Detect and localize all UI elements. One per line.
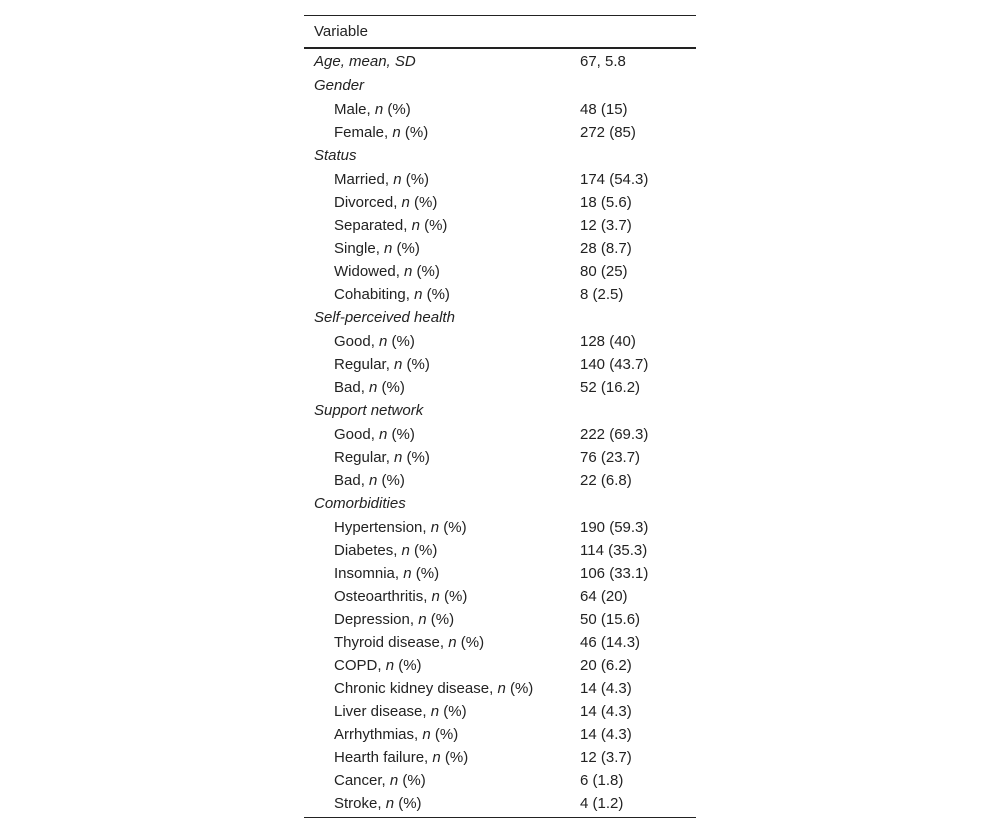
row-label-text: Thyroid disease <box>334 634 440 651</box>
table-row <box>304 330 696 353</box>
row-label <box>304 492 580 516</box>
percent-suffix: (%) <box>394 795 422 812</box>
row-label-text: Hypertension <box>334 519 423 536</box>
n-symbol: n <box>385 657 395 674</box>
row-label: Regular, n (%) <box>334 449 430 466</box>
table-row <box>304 608 696 631</box>
percent-suffix: (%) <box>387 426 415 443</box>
n-symbol: n <box>379 333 388 350</box>
table-row <box>304 677 696 700</box>
row-value: 67, 5.8 <box>580 53 626 70</box>
row-label-text: Divorced <box>334 194 394 211</box>
n-symbol: n <box>394 449 403 466</box>
row-label: Cancer, n (%) <box>334 772 426 789</box>
row-label: Male, n (%) <box>334 101 411 118</box>
row-label-text: Hearth failure <box>334 749 425 766</box>
row-label-text: Male <box>334 101 367 118</box>
row-label-text: Gender <box>314 77 365 94</box>
row-label: Chronic kidney disease, n (%) <box>334 680 534 697</box>
row-value: 14 (4.3) <box>580 726 632 743</box>
row-value: 272 (85) <box>580 124 636 141</box>
percent-suffix: (%) <box>387 333 415 350</box>
row-value: 46 (14.3) <box>580 634 641 651</box>
row-value: 222 (69.3) <box>580 426 649 443</box>
row-label-text: Regular <box>334 356 386 373</box>
table-row <box>304 539 696 562</box>
percent-suffix: (%) <box>440 749 469 766</box>
row-value <box>580 492 696 516</box>
row-value: 12 (3.7) <box>580 217 632 234</box>
row-label: Separated, n (%) <box>334 217 448 234</box>
n-symbol: n <box>403 565 412 582</box>
row-label-text: Bad <box>334 379 361 396</box>
table-row <box>304 376 696 399</box>
row-label-text: Cohabiting <box>334 286 406 303</box>
row-label: Arrhythmias, n (%) <box>334 726 459 743</box>
row-label-text: Liver disease <box>334 703 423 720</box>
row-label: COPD, n (%) <box>334 657 422 674</box>
row-label-text: Chronic kidney disease <box>334 680 490 697</box>
row-label: Single, n (%) <box>334 240 420 257</box>
n-symbol: n <box>369 472 378 489</box>
percent-suffix: (%) <box>402 449 430 466</box>
percent-suffix: (%) <box>400 124 429 141</box>
n-symbol: n <box>379 426 388 443</box>
row-value <box>580 74 696 98</box>
row-value <box>580 144 696 168</box>
row-value: 20 (6.2) <box>580 657 632 674</box>
row-label: Hypertension, n (%) <box>334 519 467 536</box>
table-row <box>304 237 696 260</box>
row-label-text: Osteoarthritis <box>334 588 424 605</box>
n-symbol: n <box>432 749 441 766</box>
percent-suffix: (%) <box>411 565 440 582</box>
row-label: Thyroid disease, n (%) <box>334 634 485 651</box>
row-value: 52 (16.2) <box>580 379 641 396</box>
table-category-row <box>304 306 696 330</box>
percent-suffix: (%) <box>439 519 467 536</box>
table-row <box>304 585 696 608</box>
row-label: Cohabiting, n (%) <box>334 286 450 303</box>
row-label-text: COPD <box>334 657 378 674</box>
row-label-text: Bad <box>334 472 361 489</box>
row-label <box>304 144 580 168</box>
table-category-row <box>304 399 696 423</box>
row-value: 140 (43.7) <box>580 356 649 373</box>
row-label-text: Diabetes <box>334 542 394 559</box>
n-symbol: n <box>369 379 378 396</box>
row-label-text: Good <box>334 426 371 443</box>
row-label: Insomnia, n (%) <box>334 565 440 582</box>
table-row <box>304 260 696 283</box>
row-label: Osteoarthritis, n (%) <box>334 588 468 605</box>
row-label-text: Single <box>334 240 376 257</box>
n-symbol: n <box>411 217 420 234</box>
table-row <box>304 214 696 237</box>
row-value: 22 (6.8) <box>580 472 632 489</box>
row-label-text: Female <box>334 124 385 141</box>
percent-suffix: (%) <box>394 657 422 674</box>
n-symbol: n <box>385 795 395 812</box>
table-row <box>304 283 696 306</box>
n-symbol: n <box>374 101 384 118</box>
percent-suffix: (%) <box>422 286 450 303</box>
n-symbol: n <box>431 588 440 605</box>
row-value: 128 (40) <box>580 333 636 350</box>
row-label: Hearth failure, n (%) <box>334 749 469 766</box>
row-label <box>304 399 580 423</box>
row-value: 190 (59.3) <box>580 519 649 536</box>
row-label-text: Widowed <box>334 263 396 280</box>
row-label-text: Arrhythmias <box>334 726 415 743</box>
table-row <box>304 723 696 746</box>
row-value <box>580 306 696 330</box>
row-value: 4 (1.2) <box>580 795 624 812</box>
row-label: Bad, n (%) <box>334 472 405 489</box>
row-value: 8 (2.5) <box>580 286 624 303</box>
row-value: 6 (1.8) <box>580 772 624 789</box>
row-label-text: Stroke <box>334 795 378 812</box>
table-row <box>304 654 696 677</box>
row-label: Liver disease, n (%) <box>334 703 467 720</box>
table-row <box>304 168 696 191</box>
table-row <box>304 700 696 723</box>
table-category-row <box>304 74 696 98</box>
row-label-text: Status <box>314 147 357 164</box>
percent-suffix: (%) <box>402 356 430 373</box>
row-label: Divorced, n (%) <box>334 194 438 211</box>
row-label-text: Age, mean, SD <box>314 53 416 70</box>
percent-suffix: (%) <box>412 263 440 280</box>
percent-suffix: (%) <box>426 611 455 628</box>
table-row <box>304 423 696 446</box>
table-bottom-rule <box>304 817 696 818</box>
percent-suffix: (%) <box>430 726 459 743</box>
n-symbol: n <box>401 542 410 559</box>
percent-suffix: (%) <box>377 379 405 396</box>
n-symbol: n <box>389 772 399 789</box>
row-label: Depression, n (%) <box>334 611 455 628</box>
row-label-text: Good <box>334 333 371 350</box>
table-row <box>304 469 696 492</box>
table-row <box>304 191 696 214</box>
percent-suffix: (%) <box>377 472 405 489</box>
row-label <box>304 306 580 330</box>
row-value: 28 (8.7) <box>580 240 632 257</box>
n-symbol: n <box>392 124 401 141</box>
row-label: Bad, n (%) <box>334 379 405 396</box>
column-header-variable: Variable <box>314 23 368 40</box>
table-row <box>304 562 696 585</box>
table-row <box>304 769 696 792</box>
row-label-text: Separated <box>334 217 404 234</box>
row-label: Regular, n (%) <box>334 356 430 373</box>
table-body <box>304 49 696 817</box>
row-label: Married, n (%) <box>334 171 430 188</box>
characteristics-table <box>304 15 696 818</box>
row-value: 12 (3.7) <box>580 749 632 766</box>
n-symbol: n <box>422 726 431 743</box>
percent-suffix: (%) <box>398 772 426 789</box>
table-row <box>304 631 696 654</box>
row-label <box>304 74 580 98</box>
row-label: Female, n (%) <box>334 124 429 141</box>
percent-suffix: (%) <box>456 634 485 651</box>
row-label-text: Regular <box>334 449 386 466</box>
row-label: Widowed, n (%) <box>334 263 440 280</box>
row-value: 48 (15) <box>580 101 628 118</box>
n-symbol: n <box>418 611 427 628</box>
table-category-row <box>304 144 696 168</box>
table-row <box>304 98 696 121</box>
row-label-text: Cancer <box>334 772 382 789</box>
row-value <box>580 399 696 423</box>
table-row <box>304 746 696 769</box>
n-symbol: n <box>404 263 413 280</box>
n-symbol: n <box>414 286 423 303</box>
percent-suffix: (%) <box>409 194 438 211</box>
percent-suffix: (%) <box>392 240 420 257</box>
row-label-text: Married <box>334 171 385 188</box>
n-symbol: n <box>401 194 410 211</box>
n-symbol: n <box>384 240 393 257</box>
percent-suffix: (%) <box>439 703 467 720</box>
row-value: 76 (23.7) <box>580 449 641 466</box>
n-symbol: n <box>430 519 440 536</box>
table-row <box>304 446 696 469</box>
row-label-text: Support network <box>314 402 424 419</box>
percent-suffix: (%) <box>439 588 468 605</box>
row-value: 14 (4.3) <box>580 680 632 697</box>
n-symbol: n <box>393 171 402 188</box>
row-label-text: Insomnia <box>334 565 395 582</box>
n-symbol: n <box>497 680 506 697</box>
row-label-text: Self-perceived health <box>314 309 455 326</box>
table-row <box>304 353 696 376</box>
row-label: Stroke, n (%) <box>334 795 422 812</box>
table-category-row <box>304 50 696 74</box>
table-category-row <box>304 492 696 516</box>
row-value: 14 (4.3) <box>580 703 632 720</box>
row-value: 80 (25) <box>580 263 628 280</box>
row-value: 50 (15.6) <box>580 611 641 628</box>
row-label <box>304 50 580 74</box>
n-symbol: n <box>430 703 440 720</box>
percent-suffix: (%) <box>401 171 430 188</box>
row-label-text: Depression <box>334 611 410 628</box>
n-symbol: n <box>448 634 457 651</box>
percent-suffix: (%) <box>419 217 448 234</box>
row-value: 64 (20) <box>580 588 628 605</box>
row-label: Good, n (%) <box>334 426 415 443</box>
table-row <box>304 516 696 539</box>
table-row <box>304 121 696 144</box>
row-label: Diabetes, n (%) <box>334 542 438 559</box>
row-value: 174 (54.3) <box>580 171 649 188</box>
row-label: Good, n (%) <box>334 333 415 350</box>
row-value: 18 (5.6) <box>580 194 632 211</box>
row-label-text: Comorbidities <box>314 495 406 512</box>
table-row <box>304 792 696 815</box>
row-value: 114 (35.3) <box>580 542 648 559</box>
row-value: 106 (33.1) <box>580 565 649 582</box>
percent-suffix: (%) <box>505 680 534 697</box>
percent-suffix: (%) <box>383 101 411 118</box>
percent-suffix: (%) <box>409 542 438 559</box>
n-symbol: n <box>394 356 403 373</box>
